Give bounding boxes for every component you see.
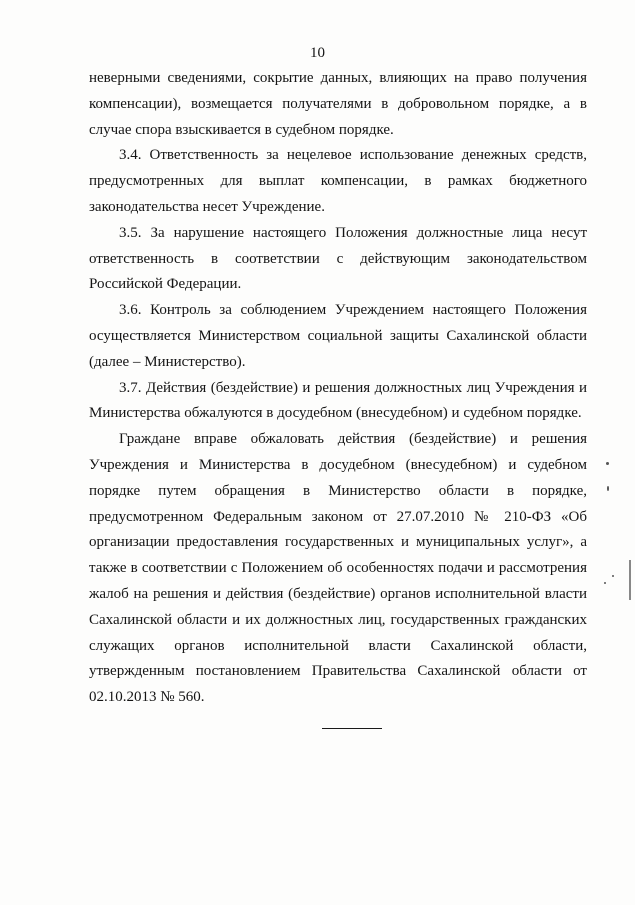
paragraph-appeal-rights: Граждане вправе обжаловать действия (бездействие) и решения Учреждения и Министерства в досудебном (внесудебном) и судебном порядке путем обращения в Министерство области в порядке, предусмотренном Федеральным законом от 27.07.2010 № 210-ФЗ «Об организации предоставления государственных и муниципальных услуг», а также в соответствии с Положением об особенностях подачи и рассмотрения жалоб на решения и действия (бездействие) органов исполнительной власти Сахалинской области и их должностных лиц, государственных гражданских служащих органов исполнительной власти Сахалинской области, утвержденным постановлением Правительства Сахалинской области от 02.10.2013 № 560. (89, 431, 587, 706)
scan-speck (606, 462, 609, 465)
paragraph-3-6: 3.6. Контроль за соблюдением Учреждением настоящего Положения осуществляется Министерством социальной защиты Сахалинской области (далее – Министерство). (89, 302, 587, 370)
page-number: 10 (310, 45, 325, 61)
scan-speck (612, 575, 614, 577)
scan-speck (604, 582, 606, 584)
paragraph-3-4: 3.4. Ответственность за нецелевое использование денежных средств, предусмотренных для выплат компенсации, в рамках бюджетного законодательства несет Учреждение. (89, 147, 587, 215)
scan-edge-mark (629, 560, 631, 600)
paragraph-3-7: 3.7. Действия (бездействие) и решения должностных лиц Учреждения и Министерства обжалуются в досудебном (внесудебном) и судебном порядке. (89, 379, 587, 422)
document-body (89, 66, 587, 711)
end-separator-line (322, 728, 382, 729)
paragraph-3-5: 3.5. За нарушение настоящего Положения должностные лица несут ответственность в соответствии с действующим законодательством Российской Федерации. (89, 224, 587, 293)
paragraph-continuation: неверными сведениями, сокрытие данных, влияющих на право получения компенсации), возмещается получателями в добровольном порядке, а в случае спора взыскивается в судебном порядке. (89, 70, 587, 138)
scan-speck (607, 486, 609, 491)
